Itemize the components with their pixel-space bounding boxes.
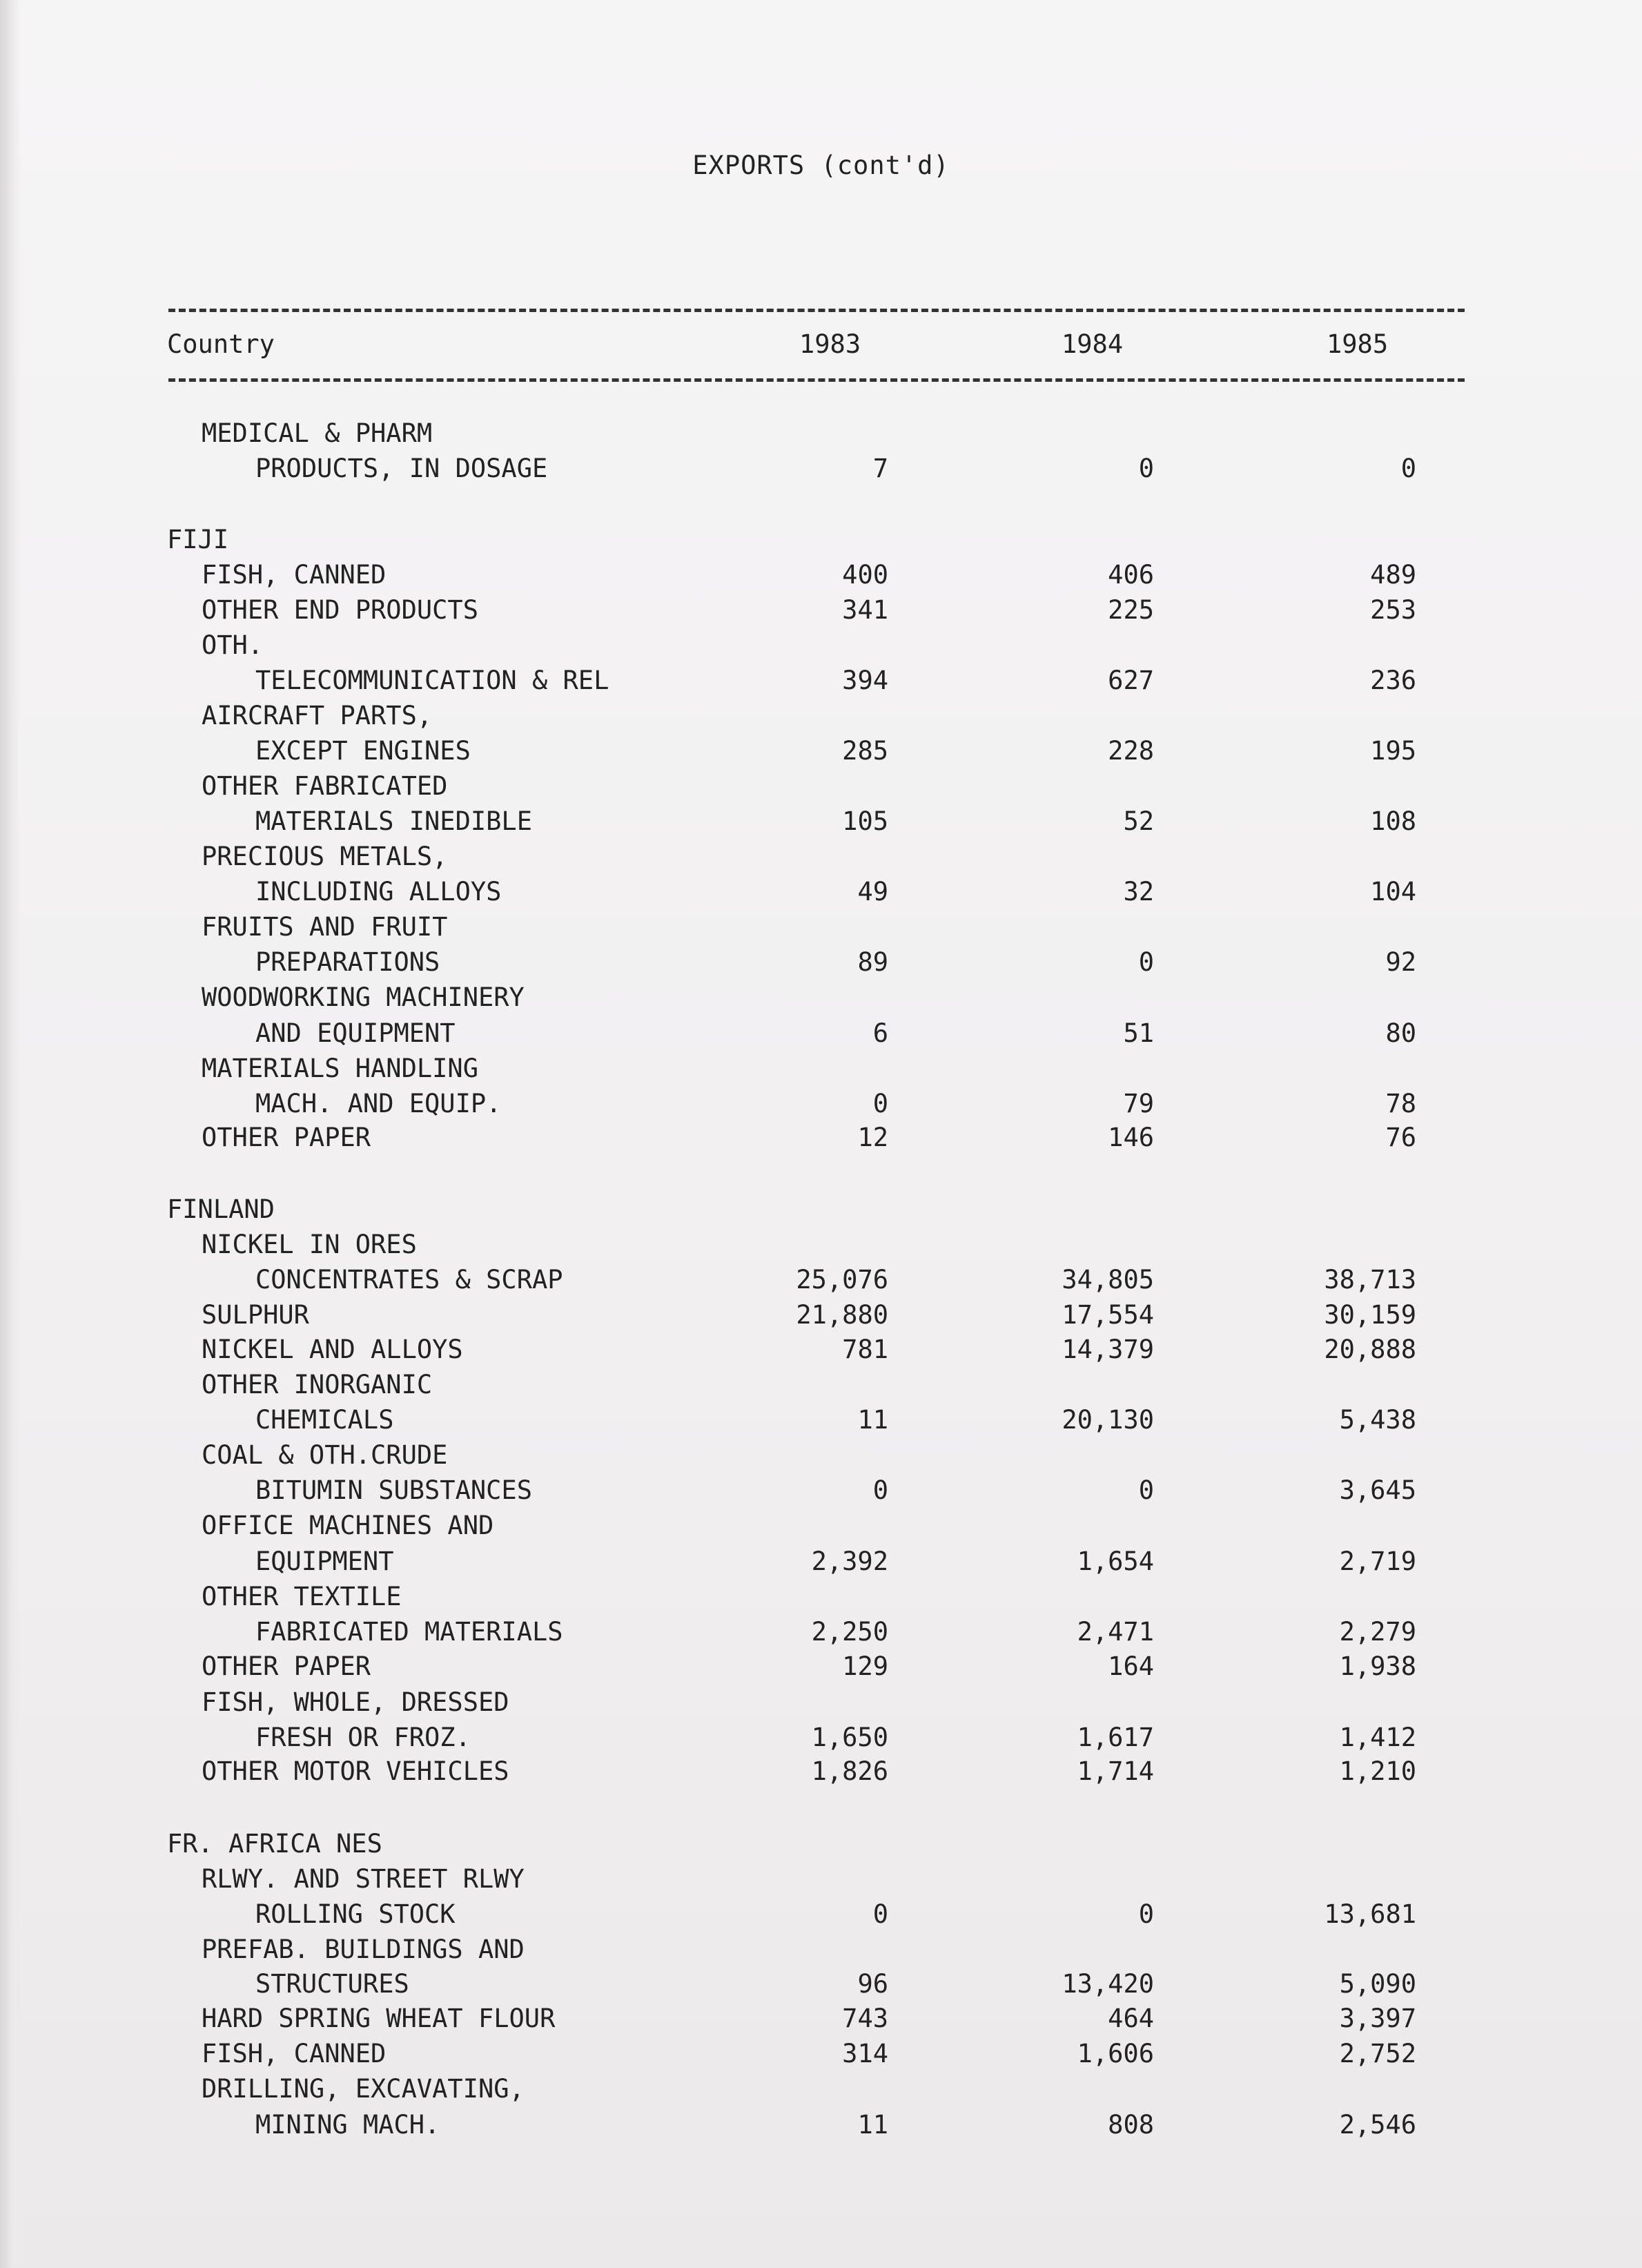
value-1985: 20,888 xyxy=(1324,1335,1416,1364)
commodity-label: OTHER END PRODUCTS xyxy=(202,595,478,625)
value-1984: 0 xyxy=(1138,1475,1154,1505)
value-1983: 0 xyxy=(872,1475,888,1505)
value-1983: 49 xyxy=(857,877,888,907)
value-1985: 1,938 xyxy=(1339,1651,1416,1681)
value-1984: 406 xyxy=(1108,560,1154,590)
table-row xyxy=(0,2072,1642,2106)
commodity-label: WOODWORKING MACHINERY xyxy=(202,982,525,1012)
table-row xyxy=(0,558,1642,592)
value-1983: 25,076 xyxy=(796,1265,888,1295)
value-1983: 21,880 xyxy=(796,1300,888,1330)
table-row xyxy=(0,699,1642,733)
value-1984: 164 xyxy=(1108,1651,1154,1681)
commodity-label: AND EQUIPMENT xyxy=(255,1018,456,1048)
commodity-label: INCLUDING ALLOYS xyxy=(255,877,502,907)
table-row xyxy=(0,1754,1642,1789)
value-1984: 14,379 xyxy=(1062,1335,1154,1364)
value-1984: 627 xyxy=(1108,666,1154,695)
table-row xyxy=(0,1228,1642,1262)
table-row xyxy=(0,1897,1642,1932)
value-1984: 34,805 xyxy=(1062,1265,1154,1295)
value-1985: 2,719 xyxy=(1339,1547,1416,1576)
commodity-label: CONCENTRATES & SCRAP xyxy=(255,1265,563,1295)
commodity-label: SULPHUR xyxy=(202,1300,309,1330)
column-header-1984: 1984 xyxy=(1062,329,1124,359)
value-1985: 2,546 xyxy=(1339,2110,1416,2140)
table-row xyxy=(0,1298,1642,1332)
value-1985: 1,412 xyxy=(1339,1723,1416,1752)
value-1985: 2,279 xyxy=(1339,1617,1416,1647)
value-1983: 394 xyxy=(842,666,888,695)
commodity-label: OTHER TEXTILE xyxy=(202,1582,402,1611)
value-1984: 1,714 xyxy=(1077,1756,1154,1786)
table-row xyxy=(0,1473,1642,1508)
value-1984: 464 xyxy=(1108,2004,1154,2033)
commodity-label: TELECOMMUNICATION & REL xyxy=(255,666,609,695)
value-1983: 285 xyxy=(842,736,888,766)
value-1984: 13,420 xyxy=(1062,1969,1154,1999)
value-1984: 0 xyxy=(1138,947,1154,977)
table-row xyxy=(0,1016,1642,1051)
commodity-label: MEDICAL & PHARM xyxy=(202,418,433,448)
table-row xyxy=(0,910,1642,944)
table-row xyxy=(0,452,1642,486)
table-row xyxy=(0,1192,1642,1227)
commodity-label: FRUITS AND FRUIT xyxy=(202,912,448,942)
value-1983: 6 xyxy=(872,1018,888,1048)
commodity-label: NICKEL AND ALLOYS xyxy=(202,1335,463,1364)
value-1983: 11 xyxy=(857,2110,888,2140)
table-row xyxy=(0,1580,1642,1614)
value-1985: 0 xyxy=(1400,454,1416,483)
value-1983: 12 xyxy=(857,1123,888,1152)
value-1984: 808 xyxy=(1108,2110,1154,2140)
header-top-rule xyxy=(168,309,1465,312)
value-1985: 489 xyxy=(1370,560,1416,590)
value-1983: 1,650 xyxy=(811,1723,888,1752)
table-row xyxy=(0,1544,1642,1579)
value-1983: 7 xyxy=(872,454,888,483)
table-row xyxy=(0,1087,1642,1121)
country-name: FINLAND xyxy=(167,1194,275,1224)
table-row xyxy=(0,2108,1642,2142)
commodity-label: MINING MACH. xyxy=(255,2110,440,2140)
table-row xyxy=(0,1685,1642,1720)
table-row xyxy=(0,804,1642,839)
commodity-label: CHEMICALS xyxy=(255,1405,394,1435)
value-1985: 80 xyxy=(1385,1018,1416,1048)
value-1985: 108 xyxy=(1370,806,1416,836)
column-header-country: Country xyxy=(167,329,275,359)
value-1984: 79 xyxy=(1123,1089,1154,1118)
value-1983: 129 xyxy=(842,1651,888,1681)
table-row xyxy=(0,416,1642,451)
value-1984: 225 xyxy=(1108,595,1154,625)
table-row xyxy=(0,663,1642,698)
commodity-label: AIRCRAFT PARTS, xyxy=(202,701,433,730)
value-1985: 253 xyxy=(1370,595,1416,625)
commodity-label: RLWY. AND STREET RLWY xyxy=(202,1864,525,1894)
table-row xyxy=(0,1932,1642,1967)
table-row xyxy=(0,840,1642,874)
table-row xyxy=(0,1509,1642,1543)
table-row xyxy=(0,1615,1642,1649)
table-row xyxy=(0,1649,1642,1684)
value-1983: 341 xyxy=(842,595,888,625)
commodity-label: HARD SPRING WHEAT FLOUR xyxy=(202,2004,556,2033)
commodity-label: EQUIPMENT xyxy=(255,1547,394,1576)
value-1983: 1,826 xyxy=(811,1756,888,1786)
value-1984: 0 xyxy=(1138,454,1154,483)
commodity-label: OTHER PAPER xyxy=(202,1651,371,1681)
value-1984: 2,471 xyxy=(1077,1617,1154,1647)
table-row xyxy=(0,1263,1642,1297)
commodity-label: MACH. AND EQUIP. xyxy=(255,1089,502,1118)
value-1983: 105 xyxy=(842,806,888,836)
table-row xyxy=(0,1967,1642,2002)
commodity-label: OTH. xyxy=(202,630,264,660)
value-1985: 3,397 xyxy=(1339,2004,1416,2033)
table-row xyxy=(0,734,1642,768)
commodity-label: OTHER INORGANIC xyxy=(202,1370,433,1399)
value-1985: 5,090 xyxy=(1339,1969,1416,1999)
value-1985: 195 xyxy=(1370,736,1416,766)
value-1985: 13,681 xyxy=(1324,1899,1416,1929)
value-1985: 5,438 xyxy=(1339,1405,1416,1435)
commodity-label: PRODUCTS, IN DOSAGE xyxy=(255,454,548,483)
value-1983: 0 xyxy=(872,1089,888,1118)
value-1983: 96 xyxy=(857,1969,888,1999)
commodity-label: DRILLING, EXCAVATING, xyxy=(202,2074,525,2104)
value-1983: 400 xyxy=(842,560,888,590)
table-row xyxy=(0,769,1642,804)
header-bottom-rule xyxy=(168,378,1465,382)
value-1984: 52 xyxy=(1123,806,1154,836)
value-1983: 0 xyxy=(872,1899,888,1929)
commodity-label: EXCEPT ENGINES xyxy=(255,736,471,766)
commodity-label: ROLLING STOCK xyxy=(255,1899,456,1929)
table-row xyxy=(0,1051,1642,1086)
table-row xyxy=(0,1438,1642,1473)
value-1983: 89 xyxy=(857,947,888,977)
table-row xyxy=(0,2002,1642,2036)
value-1985: 30,159 xyxy=(1324,1300,1416,1330)
value-1983: 781 xyxy=(842,1335,888,1364)
value-1985: 92 xyxy=(1385,947,1416,977)
commodity-label: COAL & OTH.CRUDE xyxy=(202,1440,448,1470)
table-row xyxy=(0,1827,1642,1861)
value-1985: 78 xyxy=(1385,1089,1416,1118)
value-1985: 3,645 xyxy=(1339,1475,1416,1505)
table-row xyxy=(0,1121,1642,1155)
commodity-label: STRUCTURES xyxy=(255,1969,409,1999)
value-1985: 38,713 xyxy=(1324,1265,1416,1295)
table-row xyxy=(0,593,1642,628)
country-name: FIJI xyxy=(167,525,229,554)
value-1984: 1,606 xyxy=(1077,2039,1154,2068)
value-1984: 228 xyxy=(1108,736,1154,766)
page-title: EXPORTS (cont'd) xyxy=(692,151,950,180)
commodity-label: FABRICATED MATERIALS xyxy=(255,1617,563,1647)
table-row xyxy=(0,980,1642,1015)
value-1985: 76 xyxy=(1385,1123,1416,1152)
value-1984: 17,554 xyxy=(1062,1300,1154,1330)
table-row xyxy=(0,945,1642,980)
value-1984: 1,654 xyxy=(1077,1547,1154,1576)
commodity-label: OTHER FABRICATED xyxy=(202,771,448,801)
table-row xyxy=(0,1403,1642,1437)
commodity-label: BITUMIN SUBSTANCES xyxy=(255,1475,532,1505)
value-1983: 11 xyxy=(857,1405,888,1435)
table-row xyxy=(0,1721,1642,1755)
commodity-label: PRECIOUS METALS, xyxy=(202,842,448,871)
commodity-label: FISH, WHOLE, DRESSED xyxy=(202,1687,509,1717)
table-row xyxy=(0,1862,1642,1897)
commodity-label: FISH, CANNED xyxy=(202,2039,387,2068)
column-header-1985: 1985 xyxy=(1327,329,1389,359)
table-row xyxy=(0,2037,1642,2071)
commodity-label: FISH, CANNED xyxy=(202,560,387,590)
value-1984: 20,130 xyxy=(1062,1405,1154,1435)
value-1985: 2,752 xyxy=(1339,2039,1416,2068)
value-1985: 236 xyxy=(1370,666,1416,695)
commodity-label: PREPARATIONS xyxy=(255,947,440,977)
table-row xyxy=(0,1368,1642,1402)
value-1984: 146 xyxy=(1108,1123,1154,1152)
country-name: FR. AFRICA NES xyxy=(167,1829,382,1859)
commodity-label: OTHER PAPER xyxy=(202,1123,371,1152)
column-header-1983: 1983 xyxy=(799,329,861,359)
commodity-label: OTHER MOTOR VEHICLES xyxy=(202,1756,509,1786)
commodity-label: OFFICE MACHINES AND xyxy=(202,1511,494,1540)
value-1985: 104 xyxy=(1370,877,1416,907)
commodity-label: MATERIALS HANDLING xyxy=(202,1054,478,1083)
value-1984: 1,617 xyxy=(1077,1723,1154,1752)
table-row xyxy=(0,875,1642,909)
value-1984: 0 xyxy=(1138,1899,1154,1929)
value-1984: 32 xyxy=(1123,877,1154,907)
commodity-label: PREFAB. BUILDINGS AND xyxy=(202,1935,525,1964)
table-row xyxy=(0,628,1642,663)
commodity-label: FRESH OR FROZ. xyxy=(255,1723,471,1752)
table-row xyxy=(0,1332,1642,1367)
table-row xyxy=(0,523,1642,557)
value-1983: 2,250 xyxy=(811,1617,888,1647)
value-1983: 314 xyxy=(842,2039,888,2068)
value-1983: 2,392 xyxy=(811,1547,888,1576)
value-1984: 51 xyxy=(1123,1018,1154,1048)
value-1983: 743 xyxy=(842,2004,888,2033)
commodity-label: MATERIALS INEDIBLE xyxy=(255,806,532,836)
commodity-label: NICKEL IN ORES xyxy=(202,1230,417,1259)
value-1985: 1,210 xyxy=(1339,1756,1416,1786)
